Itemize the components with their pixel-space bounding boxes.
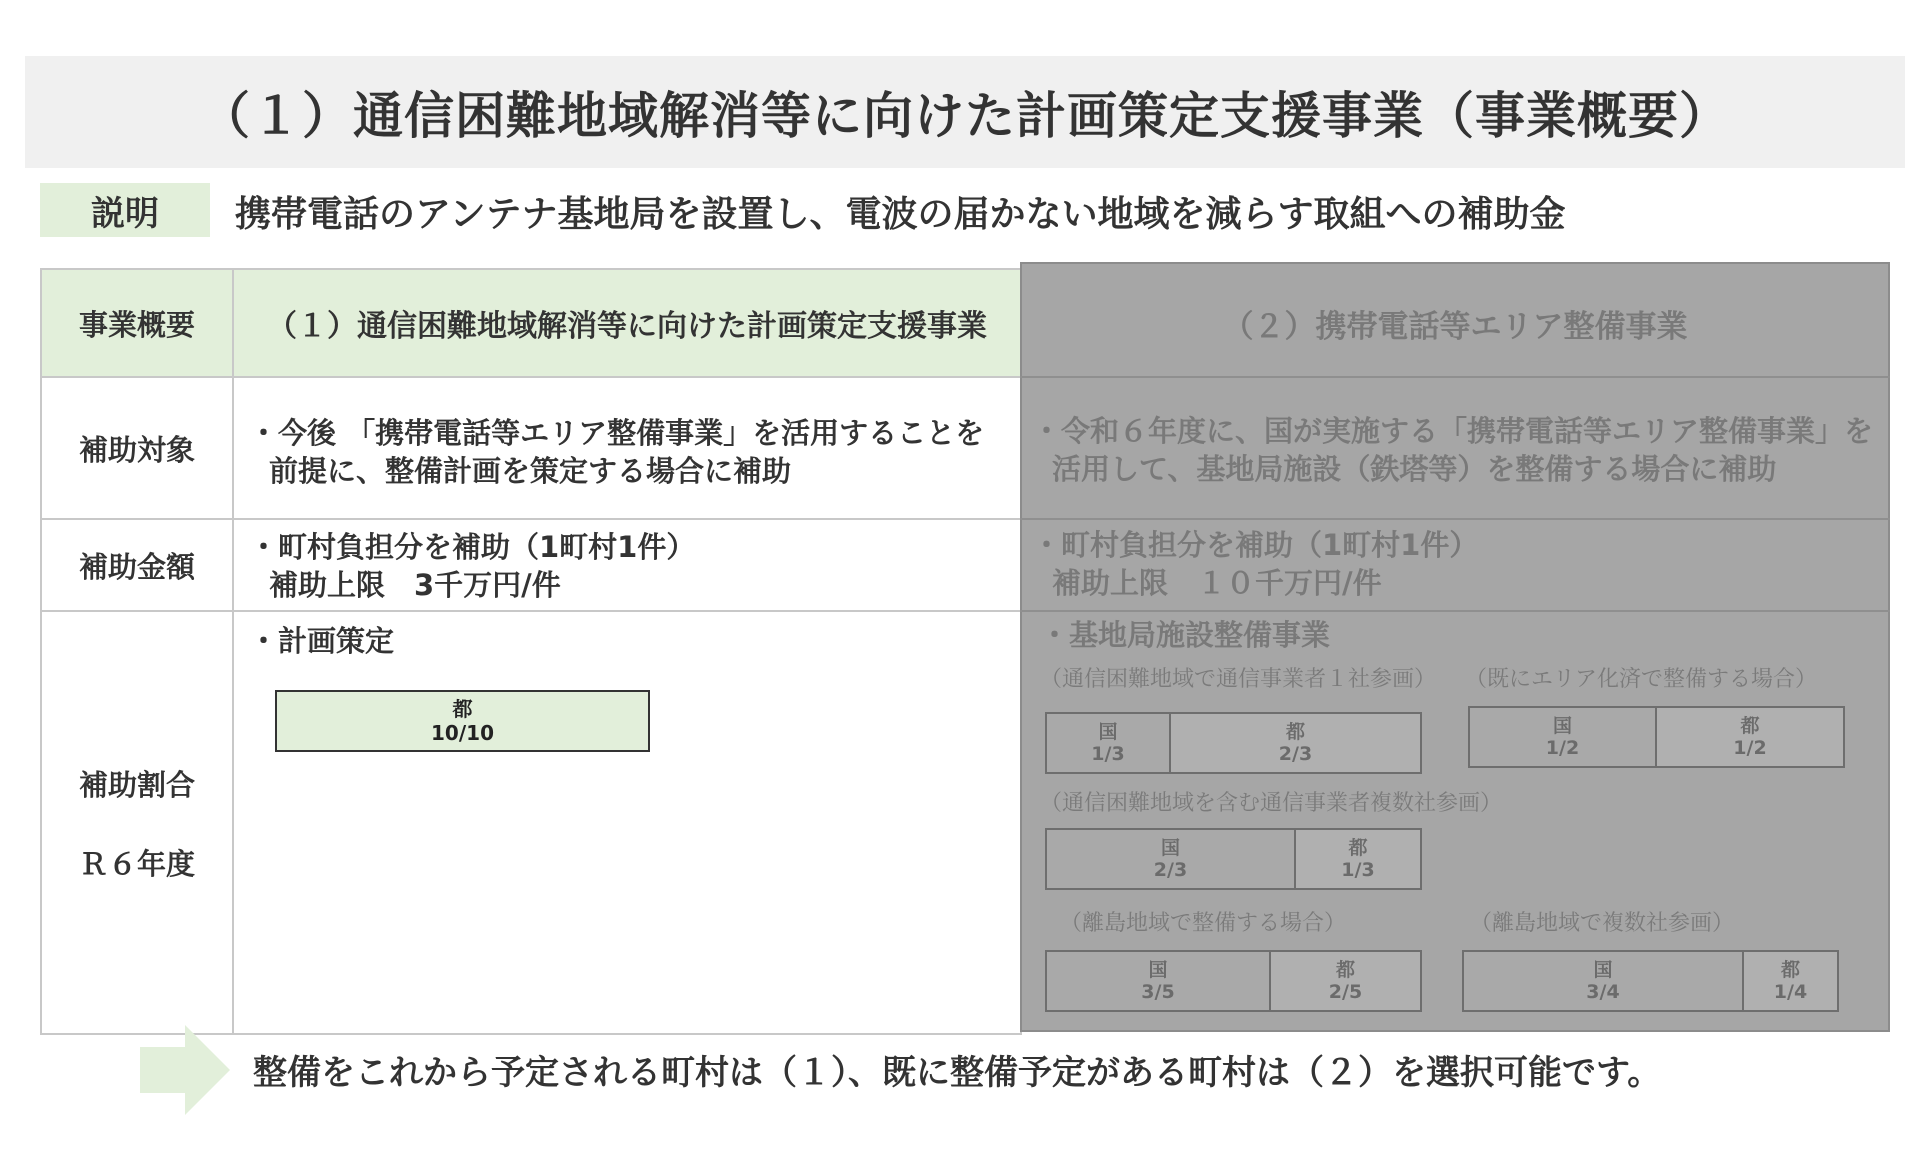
row-label-kingaku: 補助金額 [40, 518, 234, 612]
ratio-segment-value: 1/3 [1091, 743, 1125, 765]
ratio-segment-4-2 [1271, 952, 1420, 1010]
col2-divider-2 [1020, 518, 1890, 520]
ratio-bar-5 [1462, 950, 1839, 1012]
header-col1: （１）通信困難地域解消等に向けた計画策定支援事業 [232, 268, 1022, 378]
col2-wariai-heading: ・基地局施設整備事業 [1040, 618, 1331, 652]
footer-text: 整備をこれから予定される町村は（１）、既に整備予定がある町村は（２）を選択可能です。 [253, 1053, 1662, 1093]
col1-kingaku-cell [232, 518, 1022, 612]
ratio-segment-value: 1/4 [1773, 981, 1808, 1003]
ratio-segment-5-1 [1464, 952, 1744, 1010]
right-arrow-icon [140, 1025, 230, 1115]
col2-taisho-line1: ・令和６年度に、国が実施する「携帯電話等エリア整備事業」を [1032, 414, 1874, 448]
col1-taisho-cell [232, 376, 1022, 520]
ratio-bar-4 [1045, 950, 1422, 1012]
col1-kingaku-line2: 補助上限 3千万円/件 [269, 568, 561, 602]
col1-taisho-line2: 前提に、整備計画を策定する場合に補助 [269, 454, 792, 488]
row-label-wariai-line2: Ｒ６年度 [78, 846, 195, 881]
ratio-segment-label: 都 [1780, 959, 1800, 981]
col1-wariai-heading: ・計画策定 [249, 624, 395, 658]
col1-taisho-line1: ・今後 「携帯電話等エリア整備事業」を活用することを [249, 416, 985, 450]
ratio-segment-value: 2/5 [1328, 981, 1363, 1003]
ratio-caption-4: （離島地域で整備する場合） [1060, 911, 1347, 936]
col1-kingaku-line1: ・町村負担分を補助（1町村1件） [249, 530, 696, 564]
col2-divider-3 [1020, 610, 1890, 612]
ratio-bar-1 [1045, 712, 1422, 774]
ratio-segment-label: 国 [1160, 837, 1180, 859]
ratio-caption-2: （既にエリア化済で整備する場合） [1465, 667, 1818, 692]
ratio-segment-value: 2/3 [1278, 743, 1313, 765]
ratio-segment-3-1 [1047, 830, 1296, 888]
col1-ratio-label: 都 [452, 697, 473, 721]
col1-wariai-cell [232, 610, 1022, 1035]
col2-divider-1 [1020, 376, 1890, 378]
col2-taisho-line2: 活用して、基地局施設（鉄塔等）を整備する場合に補助 [1052, 452, 1777, 486]
ratio-segment-5-2 [1744, 952, 1837, 1010]
ratio-segment-label: 国 [1148, 959, 1168, 981]
ratio-segment-value: 1/2 [1545, 737, 1580, 759]
setsumei-label: 説明 [40, 183, 210, 237]
ratio-segment-label: 国 [1552, 715, 1572, 737]
ratio-caption-3: （通信困難地域を含む通信事業者複数社参画） [1040, 791, 1503, 816]
ratio-segment-value: 2/3 [1153, 859, 1188, 881]
ratio-segment-label: 都 [1335, 959, 1355, 981]
ratio-segment-value: 3/5 [1141, 981, 1175, 1003]
col2-kingaku-line1: ・町村負担分を補助（1町村1件） [1032, 528, 1479, 562]
col2-kingaku-cell [1032, 526, 1478, 602]
ratio-segment-1-2 [1171, 714, 1420, 772]
ratio-segment-label: 都 [1348, 837, 1368, 859]
col1-ratio-bar [275, 690, 650, 752]
col1-ratio-value: 10/10 [431, 721, 494, 745]
row-label-wariai [40, 610, 234, 1035]
header-col2: （２）携帯電話等エリア整備事業 [1222, 308, 1688, 345]
ratio-segment-label: 国 [1098, 721, 1118, 743]
col2-kingaku-line2: 補助上限 １０千万円/件 [1052, 566, 1382, 600]
row-label-wariai-line1: 補助割合 [78, 767, 195, 802]
ratio-bar-3 [1045, 828, 1422, 890]
ratio-segment-value: 3/4 [1586, 981, 1620, 1003]
ratio-segment-label: 都 [1285, 721, 1305, 743]
header-label-cell: 事業概要 [40, 268, 234, 378]
setsumei-text: 携帯電話のアンテナ基地局を設置し、電波の届かない地域を減らす取組への補助金 [235, 193, 1566, 235]
ratio-segment-2-1 [1470, 708, 1657, 766]
ratio-caption-5: （離島地域で複数社参画） [1470, 911, 1735, 936]
col2-taisho-cell [1032, 412, 1873, 488]
ratio-segment-2-2 [1657, 708, 1843, 766]
ratio-caption-1: （通信困難地域で通信事業者１社参画） [1040, 667, 1437, 692]
ratio-segment-3-2 [1296, 830, 1420, 888]
ratio-bar-2 [1468, 706, 1845, 768]
ratio-segment-label: 国 [1593, 959, 1613, 981]
row-label-taisho: 補助対象 [40, 376, 234, 520]
ratio-segment-value: 1/2 [1733, 737, 1767, 759]
ratio-segment-value: 1/3 [1341, 859, 1375, 881]
ratio-segment-1-1 [1047, 714, 1171, 772]
ratio-segment-4-1 [1047, 952, 1271, 1010]
page-title: （１）通信困難地域解消等に向けた計画策定支援事業（事業概要） [200, 87, 1730, 145]
ratio-segment-label: 都 [1740, 715, 1760, 737]
title-band [25, 56, 1905, 168]
